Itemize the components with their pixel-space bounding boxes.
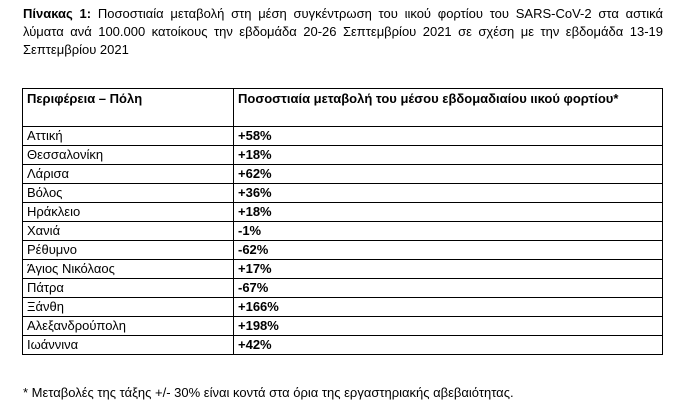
region-cell: Ηράκλειο (23, 203, 234, 222)
table-header-row (23, 89, 663, 127)
region-cell: Ιωάννινα (23, 336, 234, 355)
change-cell: -1% (234, 222, 663, 241)
table-row (23, 336, 663, 355)
region-cell: Άγιος Νικόλαος (23, 260, 234, 279)
change-cell: +17% (234, 260, 663, 279)
table-row (23, 222, 663, 241)
table-row (23, 279, 663, 298)
change-cell: +58% (234, 127, 663, 146)
table-row (23, 127, 663, 146)
change-cell: +18% (234, 203, 663, 222)
region-cell: Βόλος (23, 184, 234, 203)
table-row (23, 165, 663, 184)
change-cell: +62% (234, 165, 663, 184)
change-cell: -62% (234, 241, 663, 260)
change-cell: +198% (234, 317, 663, 336)
caption-label: Πίνακας 1: (23, 6, 92, 21)
table-row (23, 184, 663, 203)
table-row (23, 260, 663, 279)
region-cell: Ξάνθη (23, 298, 234, 317)
change-cell: +36% (234, 184, 663, 203)
change-cell: -67% (234, 279, 663, 298)
header-change: Ποσοστιαία μεταβολή του μέσου εβδομαδιαίου ιικού φορτίου* (234, 89, 663, 127)
region-cell: Πάτρα (23, 279, 234, 298)
header-region: Περιφέρεια – Πόλη (23, 89, 234, 127)
footnote: * Μεταβολές της τάξης +/- 30% είναι κοντά στα όρια της εργαστηριακής αβεβαιότητας. (23, 385, 514, 400)
region-cell: Ρέθυμνο (23, 241, 234, 260)
table-row (23, 298, 663, 317)
viral-load-table (22, 88, 663, 355)
region-cell: Αλεξανδρούπολη (23, 317, 234, 336)
region-cell: Χανιά (23, 222, 234, 241)
table-caption (23, 5, 663, 59)
table-row (23, 241, 663, 260)
table-body (23, 127, 663, 355)
caption-text: Ποσοστιαία μεταβολή στη μέση συγκέντρωση του ιικού φορτίου του SARS-CoV-2 στα αστικά λύματα ανά 100.000 κατοίκους την εβδομάδα 20-26 Σεπτεμβρίου 2021 σε σχέση με την εβδομάδα 13-19 Σεπτεμβρίου 2021 (23, 6, 663, 57)
region-cell: Θεσσαλονίκη (23, 146, 234, 165)
table-row (23, 317, 663, 336)
region-cell: Αττική (23, 127, 234, 146)
change-cell: +166% (234, 298, 663, 317)
change-cell: +42% (234, 336, 663, 355)
change-cell: +18% (234, 146, 663, 165)
region-cell: Λάρισα (23, 165, 234, 184)
table-row (23, 146, 663, 165)
table-row (23, 203, 663, 222)
